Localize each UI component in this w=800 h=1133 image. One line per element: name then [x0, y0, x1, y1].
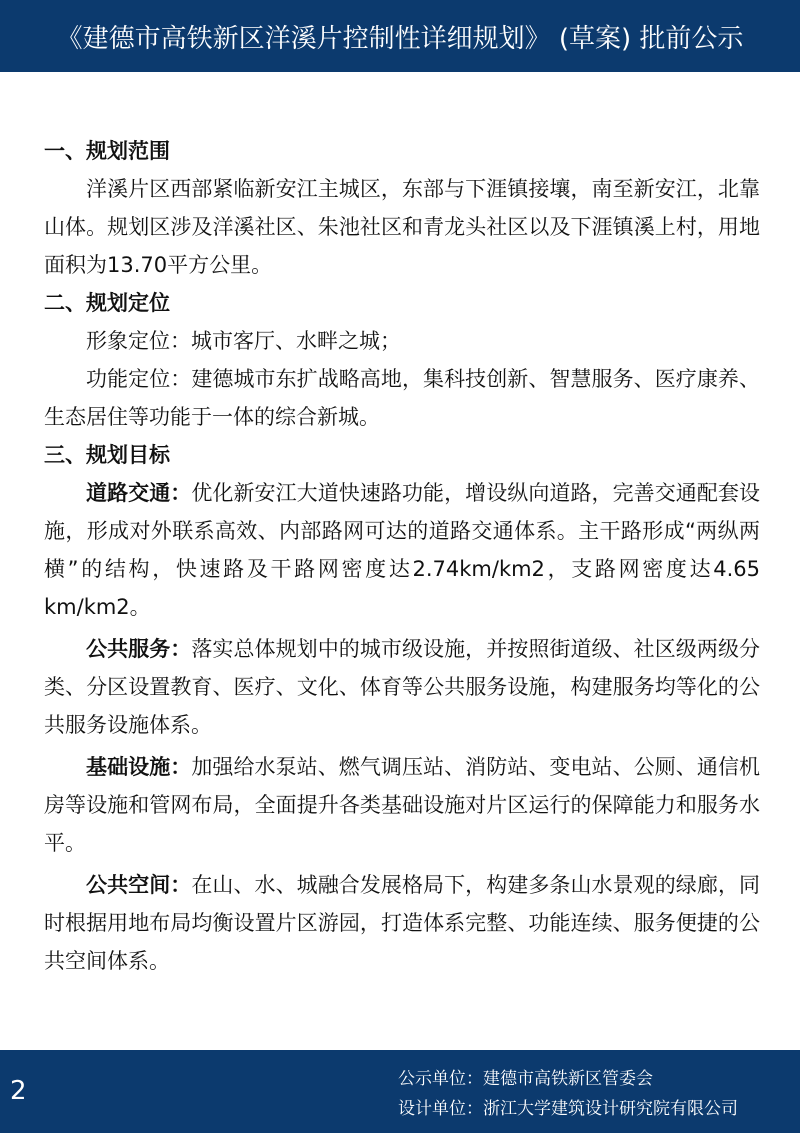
public-space-label: 公共空间： — [86, 873, 192, 897]
scope-paragraph: 洋溪片区西部紧临新安江主城区，东部与下涯镇接壤，南至新安江，北靠山体。规划区涉及洋溪社区、朱池社区和青龙头社区以及下涯镇溪上村，用地面积为13.70平方公里。 — [44, 177, 760, 277]
image-positioning-paragraph: 形象定位：城市客厅、水畔之城； — [86, 329, 401, 353]
document-title: 《建德市高铁新区洋溪片控制性详细规划》 (草案) 批前公示 — [56, 23, 744, 54]
section-heading-goals: 三、规划目标 — [44, 443, 170, 467]
public-service-paragraph — [44, 630, 760, 744]
section-heading-scope: 一、规划范围 — [44, 139, 170, 163]
infrastructure-label: 基础设施： — [86, 755, 192, 779]
road-traffic-paragraph — [44, 474, 760, 626]
infrastructure-text: 加强给水泵站、燃气调压站、消防站、变电站、公厕、通信机房等设施和管网布局，全面提升各类基础设施对片区运行的保障能力和服务水平。 — [44, 755, 761, 855]
function-positioning-paragraph: 功能定位：建德城市东扩战略高地，集科技创新、智慧服务、医疗康养、生态居住等功能于一体的综合新城。 — [44, 367, 760, 429]
document-body — [44, 132, 760, 980]
public-service-label: 公共服务： — [86, 637, 192, 661]
section-heading-positioning: 二、规划定位 — [44, 291, 170, 315]
page-header — [0, 0, 800, 72]
infrastructure-paragraph — [44, 748, 760, 862]
designer-line: 设计单位：浙江大学建筑设计研究院有限公司 — [398, 1099, 738, 1119]
road-traffic-label: 道路交通： — [86, 481, 192, 505]
page-footer — [0, 1050, 800, 1133]
public-space-text: 在山、水、城融合发展格局下，构建多条山水景观的绿廊，同时根据用地布局均衡设置片区游园，打造体系完整、功能连续、服务便捷的公共空间体系。 — [44, 873, 761, 973]
public-service-text: 落实总体规划中的城市级设施，并按照街道级、社区级两级分类、分区设置教育、医疗、文化、体育等公共服务设施，构建服务均等化的公共服务设施体系。 — [44, 637, 761, 737]
public-space-paragraph — [44, 866, 760, 980]
publisher-line: 公示单位：建德市高铁新区管委会 — [398, 1069, 653, 1089]
road-traffic-text: 优化新安江大道快速路功能，增设纵向道路，完善交通配套设施，形成对外联系高效、内部路网可达的道路交通体系。主干路形成“两纵两横”的结构，快速路及干路网密度达2.74km/km2，支路网密度达4.65 km/km2。 — [44, 481, 761, 619]
page-number: 2 — [10, 1076, 27, 1106]
